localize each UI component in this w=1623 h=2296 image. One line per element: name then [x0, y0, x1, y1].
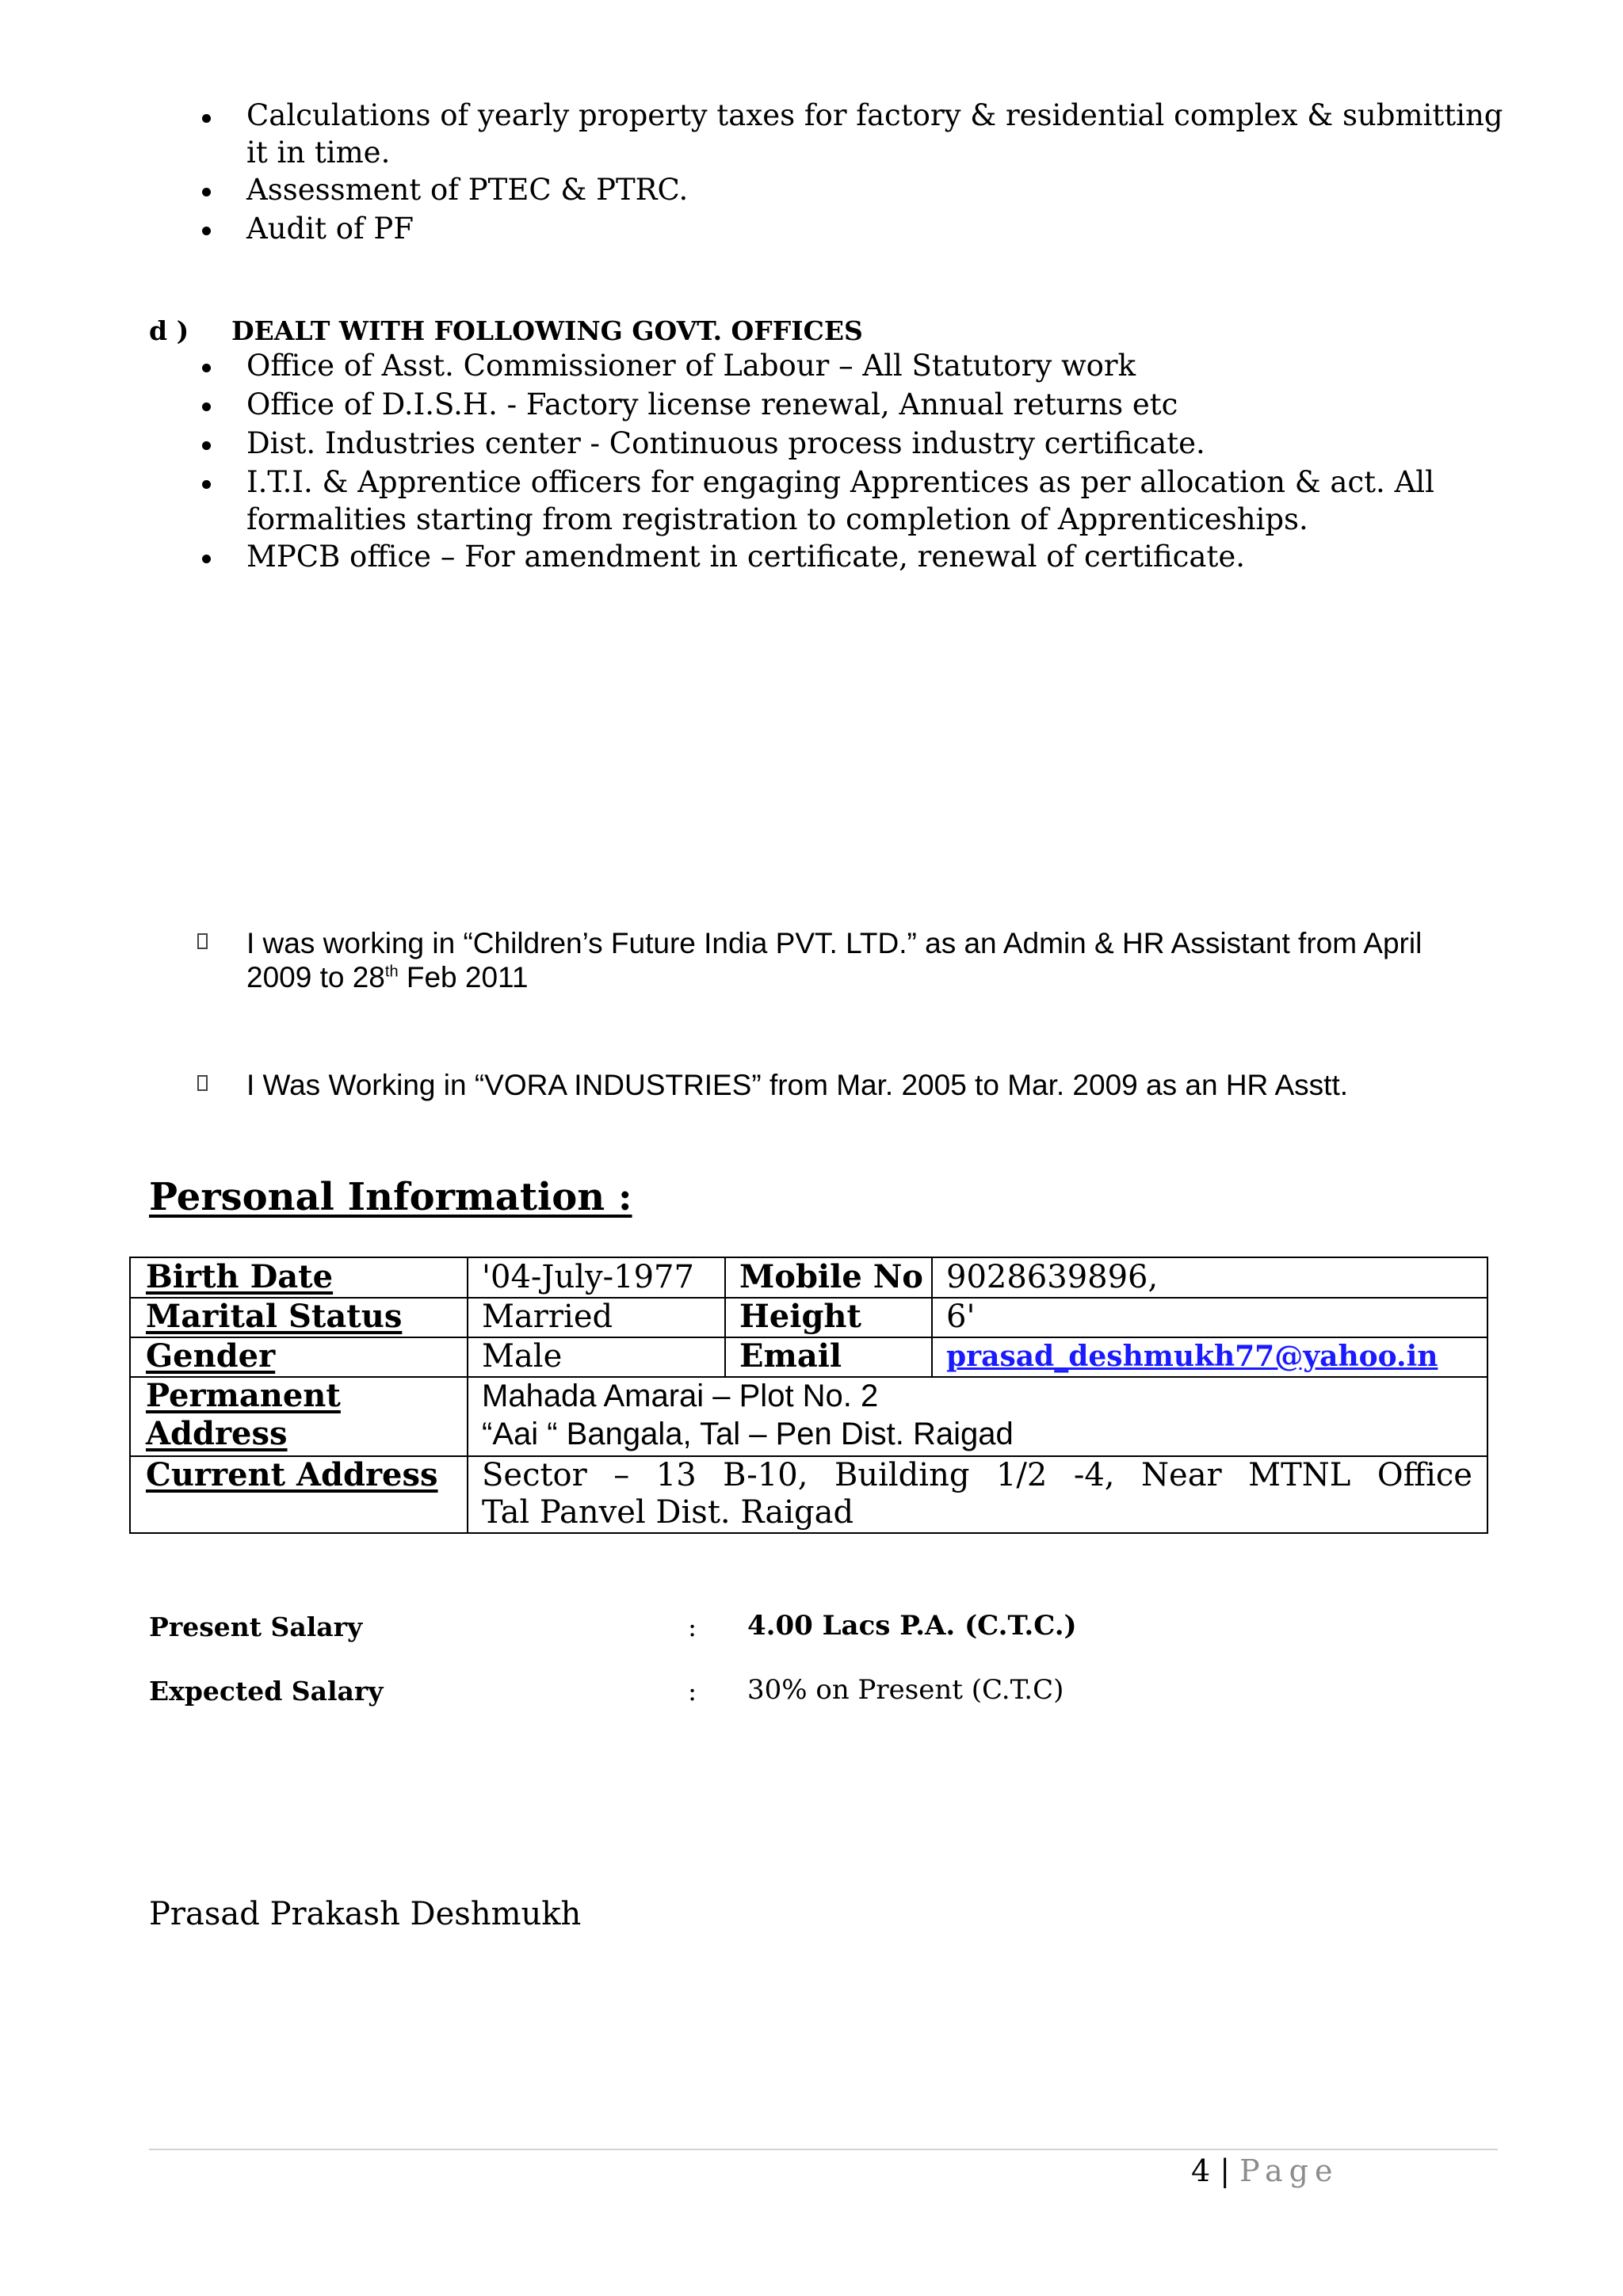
page-footer [1191, 2153, 1339, 2188]
current-address-label: Current Address [146, 1456, 438, 1493]
office-item-line: I.T.I. & Apprentice officers for engaging Apprentices as per allocation & act. All [246, 465, 1434, 499]
bullet-icon [202, 114, 211, 123]
address-word: MTNL [1248, 1457, 1351, 1493]
experience-line [246, 961, 528, 994]
page-word: Page [1239, 2153, 1339, 2188]
duty-item-line: Assessment of PTEC & PTRC. [246, 173, 689, 207]
present-salary-label: Present Salary [149, 1611, 363, 1642]
permanent-address-value: Mahada Amarai – Plot No. 2 [482, 1379, 879, 1413]
present-salary-value: 4.00 Lacs P.A. (C.T.C.) [747, 1610, 1077, 1642]
colon: : [688, 1611, 697, 1642]
height-value: 6' [946, 1299, 976, 1335]
duty-item-line: Audit of PF [246, 212, 414, 246]
ordinal-suffix: th [384, 963, 399, 981]
email-label: Email [739, 1337, 842, 1375]
address-word: Building [834, 1457, 970, 1493]
address-word: – [613, 1457, 630, 1493]
address-word: 1/2 [995, 1457, 1048, 1493]
page-number: 4 [1191, 2153, 1211, 2188]
colon: : [688, 1676, 697, 1707]
address-word: Near [1141, 1457, 1222, 1493]
bullet-icon [202, 364, 211, 372]
experience-text: 2009 to 28 [246, 961, 385, 994]
signature-name: Prasad Prakash Deshmukh [149, 1896, 582, 1932]
permanent-address-label: Address [146, 1415, 288, 1452]
missing-glyph-icon [197, 933, 208, 949]
bullet-icon [202, 227, 211, 235]
table-rule [724, 1258, 726, 1376]
current-address-value: Tal Panvel Dist. Raigad [482, 1494, 854, 1531]
table-rule [931, 1258, 933, 1376]
expected-salary-label: Expected Salary [149, 1676, 384, 1707]
missing-glyph-icon [197, 1075, 208, 1091]
birth-date-label: Birth Date [146, 1258, 334, 1295]
marital-status-label: Marital Status [146, 1298, 403, 1335]
mobile-value: 9028639896, [946, 1259, 1159, 1295]
bullet-icon [202, 555, 211, 563]
office-item-line: MPCB office – For amendment in certificate, renewal of certificate. [246, 540, 1245, 574]
marital-status-value: Married [482, 1299, 613, 1335]
table-rule [467, 1258, 468, 1532]
personal-info-table [129, 1257, 1488, 1534]
height-label: Height [739, 1298, 861, 1335]
expected-salary-value: 30% on Present (C.T.C) [747, 1674, 1064, 1706]
address-word: -4, [1073, 1457, 1115, 1493]
footer-divider [149, 2149, 1498, 2150]
gender-value: Male [482, 1338, 563, 1375]
bullet-icon [202, 402, 211, 411]
address-word: Sector [482, 1457, 587, 1493]
page-separator: | [1210, 2153, 1240, 2188]
section-title: DEALT WITH FOLLOWING GOVT. OFFICES [231, 315, 863, 346]
experience-line: I Was Working in “VORA INDUSTRIES” from Mar. 2005 to Mar. 2009 as an HR Asstt. [246, 1069, 1349, 1101]
duty-item-line: Calculations of yearly property taxes for factory & residential complex & submitting [246, 98, 1503, 132]
permanent-address-label: Permanent [146, 1377, 341, 1414]
section-heading: Personal Information : [149, 1175, 632, 1219]
address-word: B-10, [723, 1457, 808, 1493]
bullet-icon [202, 441, 211, 450]
office-item-line: Dist. Industries center - Continuous process industry certificate. [246, 426, 1205, 460]
experience-line: I was working in “Children’s Future India PVT. LTD.” as an Admin & HR Assistant from April [246, 927, 1423, 959]
office-item-line: formalities starting from registration to completion of Apprenticeships. [246, 502, 1308, 536]
address-word: 13 [655, 1457, 697, 1493]
gender-label: Gender [146, 1337, 276, 1375]
office-item-line: Office of D.I.S.H. - Factory license renewal, Annual returns etc [246, 387, 1178, 421]
bullet-icon [202, 480, 211, 489]
address-word: Office [1377, 1457, 1472, 1493]
office-item-line: Office of Asst. Commissioner of Labour – All Statutory work [246, 349, 1136, 383]
current-address-value [482, 1456, 1472, 1494]
experience-text: Feb 2011 [398, 961, 529, 994]
bullet-icon [202, 188, 211, 196]
mobile-label: Mobile No [739, 1258, 923, 1295]
section-label: d ) [149, 315, 189, 346]
email-link[interactable]: prasad_deshmukh77@yahoo.in [946, 1340, 1438, 1373]
permanent-address-value: “Aai “ Bangala, Tal – Pen Dist. Raigad [482, 1417, 1014, 1451]
duty-item-line: it in time. [246, 135, 391, 170]
birth-date-value: '04-July-1977 [482, 1259, 694, 1295]
